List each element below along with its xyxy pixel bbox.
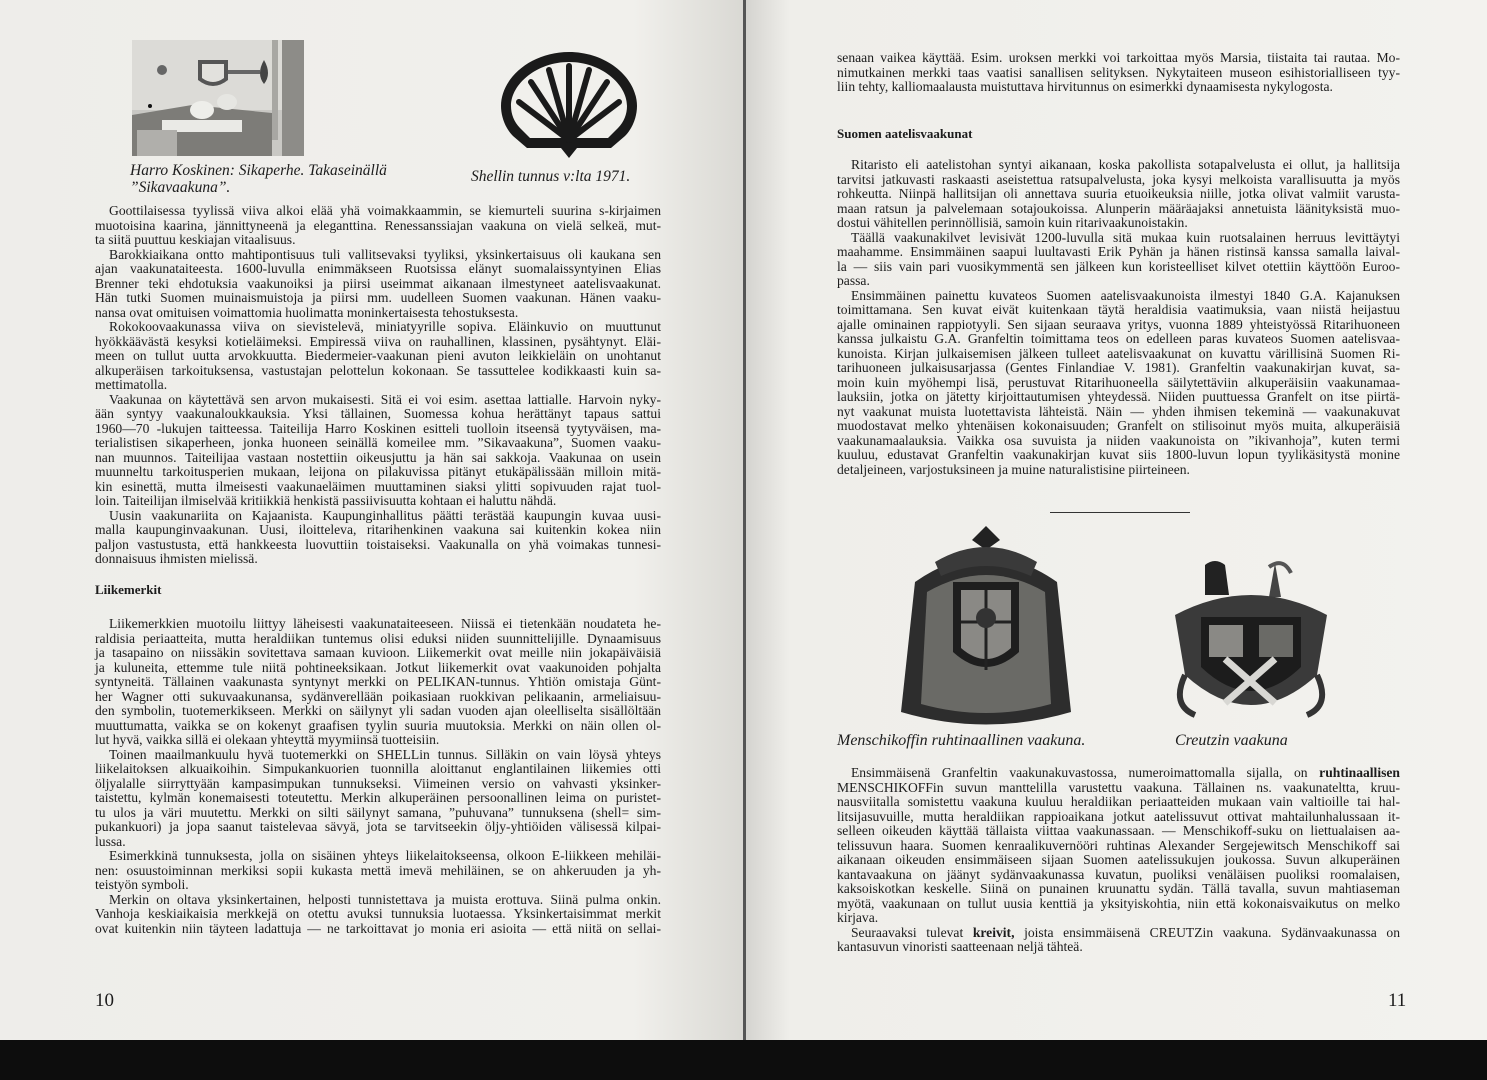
text-line: Ensimmäinen painettu kuvateos Suomen aatelisvaakunoista ilmestyi 1840 G.A. Kajanuksen [851, 287, 1400, 303]
menschikoff-caption: Menschikoffin ruhtinaallinen vaakuna. [837, 732, 1086, 749]
text-line: lussa. [95, 833, 126, 849]
text-line: dostui vähitellen perinnöllisiä, samoin kuin ritarivaakunoistakin. [837, 215, 1188, 230]
text-line: ään syntyy vaakunaloukkauksia. Yksi tällainen, Suomessa kohua herättänyt tapaus sattui [95, 406, 661, 421]
text-line: Esimerkkinä tunnuksesta, jolla on sisäinen yhteys liikelaitokseensa, olkoon E-liikkeen mehiläi- [109, 848, 661, 863]
text-line: detaljeineen, varjostuksineen ja muine naturalistisine piirteineen. [837, 461, 1190, 477]
text-line: muunneltu tarkoitusperien mukaan, leijona on pilakuvissa pitänyt etukäpälissään milloin mitä- [95, 464, 661, 479]
text-line: moin kuin myöhempi lisä, perustuvat Ritarihuoneella säilytettäviin alkuperäisiin vaakunamaa- [837, 374, 1400, 390]
paragraph [95, 509, 661, 567]
section-heading: Liikemerkit [95, 581, 162, 597]
text-line: ajalle ominainen rappiotyyli. Sen sijaan seuraava yritys, vuonna 1889 yhteistyössä Ritarihuoneen [837, 316, 1400, 332]
paragraph [95, 204, 661, 248]
text-line: raldisia periaatteita, mutta heraldiikan tuntemus olisi eduksi niiden suunnittelijille. Dynaamisuus [95, 630, 661, 646]
shell-logo [497, 48, 641, 164]
text-line: taistettu, kylmän konemaisesti toteutettu. Merkin alkuperäinen persoonallinen leima on puristet- [95, 790, 661, 805]
paragraph [95, 393, 661, 509]
text-line: nimutkainen merkki taas vaatisi sanallisen selityksen. Nykytaiteen museon esihistorialliseen tyy- [837, 64, 1400, 80]
text-line: lut hyvä, vaikka sillä ei olekaan yhteyttä myymiinsä tuotteisiin. [95, 732, 440, 747]
paragraph [95, 893, 661, 937]
left-text-column [95, 204, 661, 936]
photo-caption-line: ”Sikavaakuna”. [130, 179, 231, 196]
right-text-column-top [837, 51, 1400, 477]
text-line: litsijasuvuille, mutta heraldiikan rappioaikana jotkut aatelissuvut ottivat mahtailunhalussaan it- [837, 808, 1400, 824]
text-line: paljon vastustusta, että hankkeesta luovuttiin toistaiseksi. Vaakunalla on yhä voimakas tunnesi- [95, 536, 661, 552]
menschikoff-coat-of-arms [895, 522, 1077, 727]
text-line: toimittamana. Sen kuvat eivät kuitenkaan täytä heraldisia vaatimuksia, vaan niistä heijastuu [837, 302, 1400, 317]
text-line: Brenner teki ehdotuksia vaakunoiksi ja piirsi useimmat aikanaan ilmestyneet aatelisvaakunat. [95, 275, 661, 291]
text-line [837, 926, 1400, 941]
paragraph [837, 766, 1400, 926]
paragraph [95, 748, 661, 850]
paragraph [837, 51, 1400, 95]
right-text-column-bottom [837, 766, 1400, 955]
paragraph [95, 320, 661, 393]
shell-caption: Shellin tunnus v:lta 1971. [471, 168, 631, 185]
section-heading: Suomen aatelisvaakunat [837, 125, 973, 141]
text-line: den symbolin, tuotemerkikseen. Merkki on säilynyt yli sadan vuoden ajan oleelliselta sisällöltään [95, 703, 661, 718]
text-line: myötä, vaakunaan on tullut uusia kenttiä ja yksityiskohtia, niin että kokonaisvaikutus on melko [837, 895, 1400, 911]
text-line: Barokkiaikana ontto mahtipontisuus tuli vallitsevaksi tyyliksi, yksinkertaisuus oli kaukana sen [109, 246, 661, 262]
text-line: nan muunnos. Taiteilijaa vastaan nostettiin oikeusjuttu ja hän sai sakkoja. Vaakunaa on usein [95, 449, 661, 465]
left-page [0, 0, 745, 1040]
text-line: syntyneitä. Tällainen vaakunasta syntynyt merkki on PELIKAN-tunnus. Yhtiön omistaja Günt- [95, 674, 661, 689]
text-line: kantavaakuna on jäänyt sydänvaakunassa kuvatun, puoliksi venäläisen puoliksi roomalaisen, [837, 866, 1400, 882]
text-line: MENSCHIKOFFin suvun manttelilla varustettu vaakuna. Tällainen ns. vaakunateltta, kruu- [837, 779, 1400, 795]
text-line: muodostavat melko yhtenäisen kokonaisuuden; Granfelt on stilisoinut myös muita, alkuperäisiä [837, 418, 1400, 433]
text-line: alkuperäisen tarkoituksensa, vastustajan pelottelun kokonaan. Se tassuttelee kodikkaasti kuin sa- [95, 362, 661, 378]
text-line: nyt vaakunat muista luotettavista lähteistä. Näin — yhden ihmisen tekeminä — vaakunakuvat [837, 403, 1400, 419]
section-divider [1050, 512, 1190, 513]
text-line: kin esinettä, mutta ilmeisesti vaakunaeläimen muuttaminen siaksi ylitti sopivuuden rajat tuol- [95, 478, 661, 494]
text-line: ajan vaakunataiteesta. 1600-luvulla enimmäkseen Ruotsissa elänyt suomalaissyntyinen Elias [95, 261, 661, 276]
text-line: öljyalalle siirryttyään kampasimpukan tunnukseksi. Viimeinen versio on vahvasti yksinker- [95, 775, 661, 791]
text-line: ja kuluneita, ettemme tule niitä pohtineeksikaan. Jotkut liikemerkit ovat vaakunoiden pohjalta [95, 659, 661, 675]
text-line: hyökkäävästä kesyksi kotieläimeksi. Empiressä viiva on rauhallinen, klassinen, pysähtynyt. Eläi- [95, 333, 661, 349]
paragraph [95, 617, 661, 748]
text-line: kunoista. Kirjan julkaisemisen jälkeen tulleet aatelisvaakunat on kuvattu värillisinä Suomen Ri- [837, 345, 1400, 361]
text-line: lauksiin, jotka on jätetty kirjoittautumisen yhteydessä. Niiden puuttuessa Granfelt on itse piirtä- [837, 389, 1400, 404]
bold-text: ruhtinaallisen [1319, 765, 1400, 780]
text-line: Merkin on oltava yksinkertainen, helposti tunnistettava ja muista erottuva. Siinä pulma onkin. [109, 891, 661, 907]
text-line: passa. [837, 273, 870, 288]
text-line: mettimatolla. [95, 377, 168, 392]
text-line: tu ulos ja väri muutettu. Merkki on silti säilynyt samana, ”puhuvana” tunnuksena (shell= sim- [95, 804, 661, 820]
text-line: liin tehty, kalliomaalausta muistuttava hirvitunnus on esimerkki dynaamisesta nykylogosta. [837, 79, 1333, 94]
text-line: nansa ovat omituisen voimattomia huolimatta moninkertaisesta tehostuksesta. [95, 304, 519, 320]
creutz-caption: Creutzin vaakuna [1175, 732, 1288, 749]
text-line: kaksoiskotkan keskelle. Siinä on punainen kruunattu sydän. Tällä tavalla, suvun mahtiaseman [837, 881, 1400, 896]
text-line: maahamme. Ensimmäinen saapui luultavasti Erik Pyhän ja hänen ristinsä kanssa samalla laival- [837, 244, 1400, 259]
text-line: ta siitä puuttuu keskiajan vitaalisuus. [95, 232, 296, 247]
text-line: Vaakunaa on käytettävä sen arvon mukaisesti. Sitä ei voi esim. asettaa lattialle. Harvoin nyky- [109, 391, 661, 407]
text-line: kanssa julkaistu G.A. Granfeltin toimittama teos on edelleen paras kuvateos Suomen aatelisvaa- [837, 331, 1400, 346]
paragraph [95, 849, 661, 893]
sikaperhe-photo [132, 40, 304, 156]
text-line: Ritaristo eli aatelistohan syntyi aikanaan, koska pakollista sotapalvelusta ei ollut, ja hallitsija [851, 157, 1400, 172]
text-segment: Ensimmäisenä Granfeltin vaakunakuvastossa, numeroimattomalla sijalla, on [851, 765, 1320, 780]
text-line: loin. Taiteilijan ilmiselvää kritiikkiä henkistä passiivisuutta kohtaan ei haluttu nähdä. [95, 493, 557, 508]
text-line: her Wagner otti sukuvaakunansa, sydänverellään poikasiaan ruokkivan pelikaanin, armeliaisuu- [95, 688, 661, 704]
text-line: vaakunamaalauksia. Vaikka osa suvuista ja niiden vaakunoista on ”ikivanhoja”, kuten termi [837, 432, 1400, 448]
text-segment: joista ensimmäisenä CREUTZin vaakuna. Sydänvaakunassa on [1014, 924, 1401, 940]
creutz-coat-of-arms [1165, 555, 1337, 727]
text-line: tarvitsi jatkuvasti raskaasti aseistettua ratsupalvelusta, joka kysyi melkoista varallisuutta ja myös [837, 171, 1400, 187]
text-line: muotoisina kaarina, jännittyneenä ja eleganttina. Renessanssiajan vaakuna on vielä selkeä, mut- [95, 217, 661, 233]
paragraph [95, 248, 661, 321]
paragraph [837, 231, 1400, 289]
text-line: kantasuvun vinoristi saatteenaan neljä tähteä. [837, 939, 1083, 954]
text-line: Liikemerkkien muotoilu liittyy läheisesti vaakunataiteeseen. Niissä ei tietenkään noudateta he- [109, 616, 661, 631]
text-line [837, 766, 1400, 781]
paragraph [837, 289, 1400, 478]
text-line: 1960—70 -lukujen taitteessa. Taiteilija Harro Koskinen esitteli tuolloin itseensä tyytyväisen, ma- [95, 420, 661, 436]
text-line: malla kaupunginvaakunan. Uusi, iloitteleva, ritarihenkinen vaakuna sai kuitenkin kokea niin [95, 522, 661, 537]
text-line: rohkeutta. Niinpä hallitsijan oli annettava suuria etuoikeuksia niille, jotka olivat valmiit varusta- [837, 186, 1400, 201]
text-line: teistyön symboli. [95, 877, 189, 892]
text-line: pukankuori) ja jopa saanut taistelevaa sävyä, jota se tarvitseekin öljy-yhtiöiden välisessä kilpai- [95, 819, 661, 834]
text-line: senaan vaikea käyttää. Esim. uroksen merkki voi tarkoittaa myös Marsia, tiistaita tai rautaa. Mo- [837, 50, 1400, 65]
text-line: la — siis vain pari vuosikymmentä sen jälkeen kun koristeelliset kilvet otettiin käyttöön Euroo- [837, 258, 1400, 274]
text-line: Toinen maailmankuulu hyvä tuotemerkki on SHELLin tunnus. Silläkin on vain löysä yhteys [109, 746, 661, 762]
text-line: ovat kuitenkin niin täyteen ladattuja — ne tarkoittavat jo monia eri asioita — että niitä on sellai- [95, 920, 661, 936]
text-line: kuuluu, edustavat Granfeltin vaakunakirjan kuvat siis 1800-luvun lopun tyylikäsitystä monine [837, 447, 1400, 462]
text-line: meen on tullut uutta arvokkuutta. Biedermeier-vaakunan pieni avuton leikkieläin on unohtanut [95, 348, 661, 363]
text-line: Rokokoovaakunassa viiva on sievistelevä, miniatyyrille sopiva. Eläinkuvio on muuttunut [109, 319, 661, 334]
paragraph [837, 158, 1400, 231]
text-line: ja tasapaino on niissäkin sovitettava samaan kuvioon. Liikemerkit ovat meille niin jokapäiväisiä [95, 645, 661, 660]
text-line: nausviitalla somistettu vaakuna kuuluu heraldiikan periaatteiden mukaan vain valtioille tai hal- [837, 794, 1400, 809]
paragraph [837, 926, 1400, 955]
text-line: nen: osuustoiminnan merkiksi sopii kukasta mettä imevä mehiläinen, se on ahkeruuden ja yh- [95, 862, 661, 878]
text-line: Uusin vaakunariita on Kajaanista. Kaupunginhallitus päätti terästää kaupungin kuvaa uusi- [109, 507, 661, 523]
text-line: donnaisuus ihmisten mielissä. [95, 551, 258, 566]
text-line: Goottilaisessa tyylissä viiva alkoi elää yhä voimakkaammin, se kiemurteli suurina s-kirjaimen [109, 203, 661, 218]
page-number-right: 11 [1388, 990, 1407, 1011]
text-line: maan ratsun ja palvelemaan sotajoukoissa. Alunperin määräajaksi annetuista läänityksistä muo- [837, 200, 1400, 216]
text-line: Täällä vaakunakilvet levisivät 1200-luvulla sitä mukaa kuin ruotsalainen herruus levittäytyi [851, 229, 1400, 245]
text-line: muuttumatta, vaikka se on kokenyt graafisen tyylin suuria muutoksia. Merkki on näin ollen ol- [95, 717, 661, 733]
text-line: Vanhoja keskiaikaisia merkkejä on otettu avuksi tunnuksia luotaessa. Yksinkertaisimmat merkit [95, 906, 661, 921]
scan-background [0, 1040, 1487, 1080]
photo-caption-line: Harro Koskinen: Sikaperhe. Takaseinällä [130, 162, 387, 179]
text-segment: Seuraavaksi tulevat [851, 924, 973, 940]
page-number-left: 10 [95, 990, 114, 1011]
text-line: aikanaan oikeuden ensimmäiseen sijaan Suomen aatelissukujen joukossa. Suvun alkuperäinen [837, 852, 1400, 867]
text-line: Hän tutki Suomen muinaismuistoja ja piirsi mm. uudelleen Suomen vaakunan. Hänen vaaku- [95, 290, 661, 305]
text-line: terialistisen sikaperheen, jonka huoneen seinällä komeilee mm. ”Sikavaakuna”, Suomen vaaku- [95, 435, 661, 450]
bold-text: kreivit, [972, 924, 1015, 940]
photo-caption [130, 162, 387, 196]
text-line: liikelaitoksen alkuaikoihin. Simpukankuorien tuonnilla aloittanut englantilainen liikemies otti [95, 761, 661, 776]
text-line: tarihuoneen julkaisusarjassa (Gentes Finlandiae V. 1981). Granfeltin vaakunakirjan kuvat, sa- [837, 360, 1400, 375]
text-line: selleen oikeuden käyttää tällaista viittaa vaakunassaan. — Menschikoff-suku on liettualaisen aa- [837, 823, 1400, 838]
text-line: kirjava. [837, 910, 879, 925]
book-gutter [743, 0, 746, 1040]
text-line: telissuvun haara. Suomen kenraalikuvernööri ruhtinas Alexander Sergejewitsch Menschikoff sai [837, 837, 1400, 853]
